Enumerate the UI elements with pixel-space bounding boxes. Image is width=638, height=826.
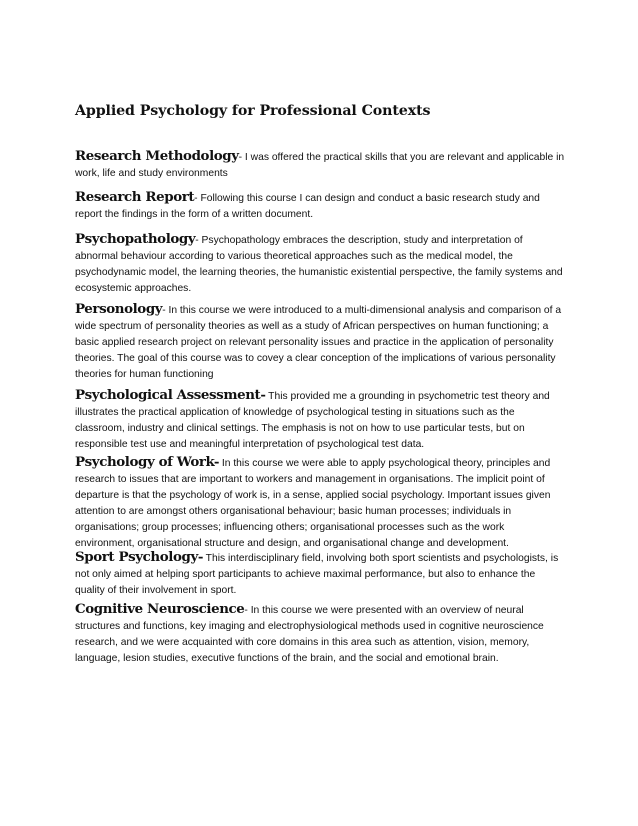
section-paragraph — [75, 148, 565, 182]
section-description: - Following this course I can design and conduct a basic research study and report the findings in the form of a written document. — [75, 193, 540, 221]
section-sport-psychology — [75, 549, 565, 599]
section-paragraph — [75, 454, 565, 553]
section-paragraph — [75, 231, 565, 297]
section-description: - I was offered the practical skills that you are relevant and applicable in work, life and study environments — [75, 152, 565, 180]
section-description: - In this course we were introduced to a multi-dimensional analysis and comparison of a wide spectrum of personality theories as well as a study of African perspectives on human functioning; a basic applied research project on relevant personality issues and practice in the application of personality theories. The goal of this course was to covey a clear conception of the implications of various personality theories for human functioning — [75, 305, 562, 381]
section-term: Personology — [75, 301, 163, 317]
section-research-report — [75, 189, 565, 223]
section-cognitive-neuroscience — [75, 601, 565, 667]
section-description: In this course we were able to apply psychological theory, principles and research to issues that are important to workers and management in organisations. The implicit point of departure is that the psychology of work is, in a sense, applied social psychology. Important issues given attention to are amongst others organisational behaviour; basic human processes; individuals in organisations; group processes; influencing others; organisational processes such as the work environment, organisational structure and design, and organisational change and development. — [75, 458, 551, 550]
section-paragraph — [75, 301, 565, 383]
section-psychological-assessment — [75, 387, 565, 453]
section-term: Cognitive Neuroscience — [75, 601, 245, 617]
section-paragraph — [75, 387, 565, 453]
section-psychopathology — [75, 231, 565, 297]
section-term: Psychology of Work- — [75, 454, 220, 470]
section-paragraph — [75, 601, 565, 667]
section-research-methodology — [75, 148, 565, 182]
section-description: This interdisciplinary field, involving both sport scientists and psychologists, is not only aimed at helping sport participants to achieve maximal performance, but also to enhance the quality of their involvement in sport. — [75, 553, 559, 597]
section-description: This provided me a grounding in psychometric test theory and illustrates the practical application of knowledge of psychological testing in situations such as the classroom, industry and clinical settings. The emphasis is not on how to use particular tests, but on responsible test use and meaningful interpretation of psychological test data. — [75, 391, 550, 451]
section-term: Research Report — [75, 189, 195, 205]
section-term: Psychopathology — [75, 231, 196, 247]
section-term: Sport Psychology- — [75, 549, 203, 565]
section-term: Research Methodology — [75, 148, 239, 164]
section-psychology-of-work — [75, 454, 565, 553]
section-description: - In this course we were presented with an overview of neural structures and functions, key imaging and electrophysiological methods used in cognitive neuroscience research, and we were acquainted with core domains in this area such as attention, vision, memory, language, lesion studies, executive functions of the brain, and the social and emotional brain. — [75, 605, 544, 665]
section-personology — [75, 301, 565, 383]
section-paragraph — [75, 549, 565, 599]
section-term: Psychological Assessment- — [75, 387, 266, 403]
document-title: Applied Psychology for Professional Contexts — [75, 103, 431, 119]
section-description: - Psychopathology embraces the description, study and interpretation of abnormal behaviour according to various theoretical approaches such as the medical model, the psychodynamic model, the learning theories, the humanistic existential perspective, the family systems and ecosystemic approaches. — [75, 235, 563, 295]
section-paragraph — [75, 189, 565, 223]
